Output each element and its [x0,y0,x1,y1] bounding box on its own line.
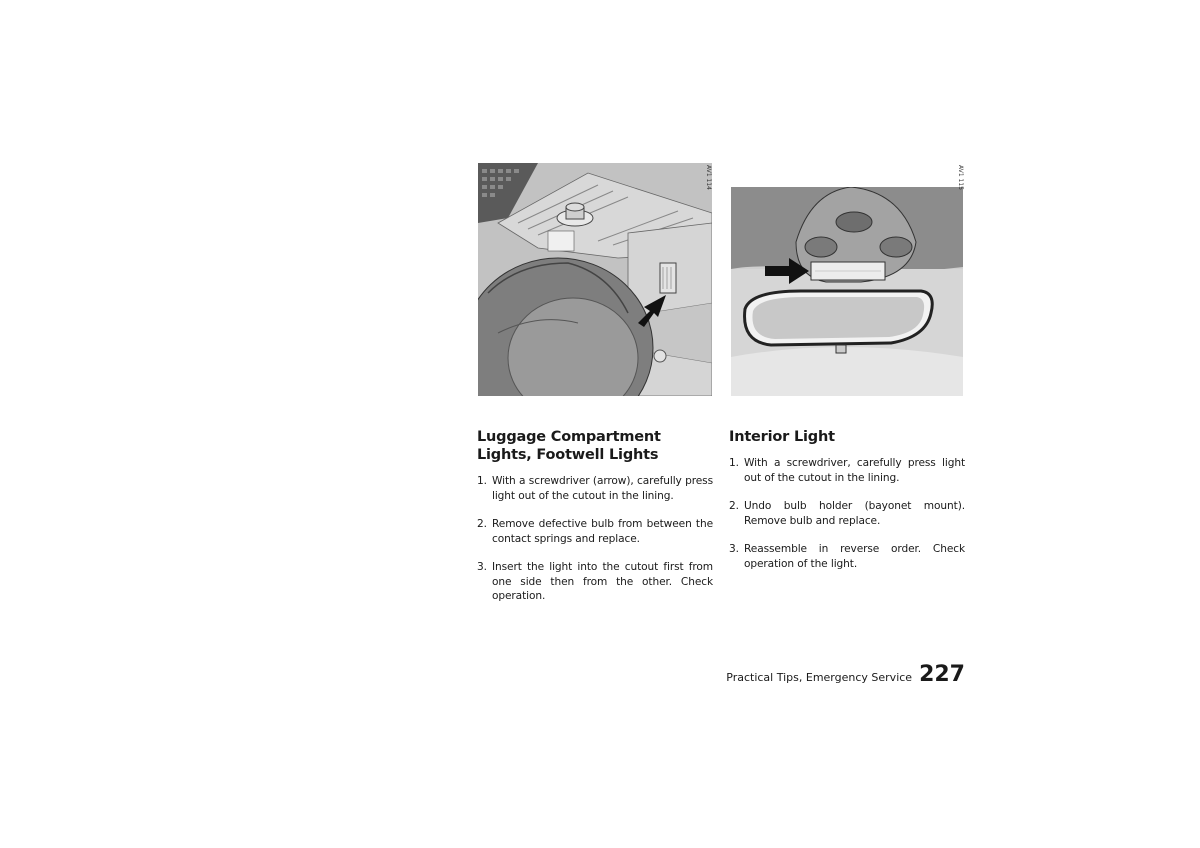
step-number: 1. [729,457,739,469]
luggage-lights-section [477,428,713,618]
interior-light-illustration [731,187,963,396]
steps-list [729,456,965,571]
step-item [729,499,965,528]
step-number: 2. [477,518,487,530]
step-item [477,560,713,604]
step-text: With a screwdriver (arrow), carefully press light out of the cutout in the lining. [492,475,713,502]
step-text: Reassemble in reverse order. Check operation of the light. [744,543,965,570]
step-text: With a screwdriver, carefully press light out of the cutout in the lining. [744,457,965,484]
section-heading: Interior Light [729,429,835,445]
footer-section-title: Practical Tips, Emergency Service [726,671,913,684]
step-number: 2. [729,500,739,512]
step-text: Undo bulb holder (bayonet mount). Remove bulb and replace. [744,500,965,527]
interior-light-section [729,428,965,585]
step-text: Remove defective bulb from between the contact springs and replace. [492,518,713,545]
step-item [477,474,713,503]
step-number: 1. [477,475,487,487]
step-text: Insert the light into the cutout first from one side then from the other. Check operation. [492,561,713,602]
step-number: 3. [477,561,487,573]
page-number: 227 [919,662,965,687]
step-item [729,542,965,571]
steps-list [477,474,713,604]
step-item [729,456,965,485]
figure-code: AV1 114 [705,165,712,191]
figure-code: AV1 115 [957,165,964,191]
section-heading: Luggage Compartment Lights, Footwell Lights [477,429,661,463]
step-number: 3. [729,543,739,555]
page-footer [726,662,965,687]
step-item [477,517,713,546]
luggage-compartment-illustration [478,163,712,396]
